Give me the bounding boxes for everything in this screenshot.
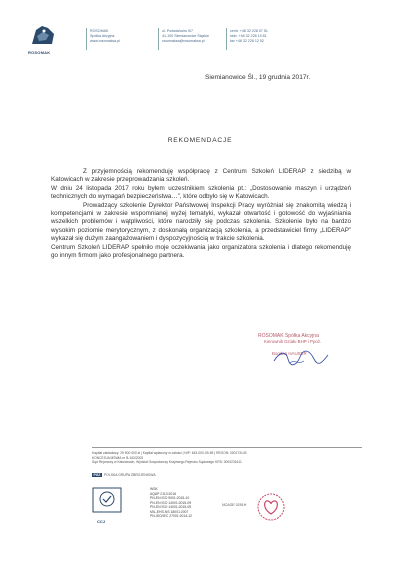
- phone-central: centr. +48 32 228 57 51: [230, 29, 268, 33]
- pgz-text: POLSKA GRUPA ZBROJENIOWA: [103, 473, 156, 477]
- cert-item: MIL-EHS-NS 18001:2007: [150, 509, 189, 514]
- cert-item: PN-EN ISO 14001:2015-09: [150, 505, 192, 509]
- cert-item: PN-ISO/IEC 27001:2014-12: [150, 514, 193, 518]
- heart-certificate-icon: [256, 492, 286, 522]
- place-date: Siemianowice Śl., 19 grudnia 2017r.: [205, 74, 311, 81]
- cert-item: PN-EN ISO 9001:2015-10: [150, 496, 190, 500]
- company-email[interactable]: rosomaksa@rosomaksa.pl: [162, 39, 205, 43]
- cert-list: [150, 487, 192, 519]
- stamp-role: Kierownik Działu BHP i Ppoż.: [264, 339, 322, 344]
- phone-info: [230, 29, 268, 44]
- signature-icon: [270, 347, 330, 369]
- cert-item: PN-EN ISO 14001:2015-09: [150, 500, 192, 505]
- pgz-group: [92, 473, 156, 477]
- company-name: ROSOMAK: [90, 29, 109, 33]
- paragraph-2: W dniu 24 listopada 2017 roku byłem uczestnikiem szkolenia pt.: „Dostosowanie maszyn i urządzeń technicznych do wymagań bezpieczeństwa…”, które odbyło się w Katowicach.: [51, 184, 351, 201]
- address-info: [162, 29, 209, 44]
- address-city: 41-100 Siemianowice Śląskie: [162, 34, 209, 38]
- cert-badge-icon: [92, 487, 122, 513]
- footer-court: Sąd Rejonowy w Katowicach, Wydział Gospodarczy Krajowego Rejestru Sądowego KRS: 0000231611: [92, 460, 242, 465]
- cert-item: AQAP 2110:2016: [150, 491, 177, 496]
- rosomak-logo-icon: [28, 20, 58, 50]
- document-title: REKOMENDACJE: [167, 137, 233, 144]
- logo-text: ROSOMAK: [28, 50, 51, 55]
- paragraph-1: Z przyjemnością rekomenduję współpracę z Centrum Szkoleń LIDERAP z siedzibą w Katowicach w zakresie przeprowadzania szkoleń.: [51, 168, 351, 184]
- phone-fax: fax +48 32 228 12 52: [230, 39, 264, 43]
- company-info: [90, 29, 120, 44]
- paragraph-4: Centrum Szkoleń LIDERAP spełniło moje oczekiwania jako organizatora szkolenia i dlatego rekomenduję go innym firmom jako profesjonalnego partnera.: [51, 243, 351, 260]
- header-divider: [226, 28, 227, 50]
- footer-capital: Kapitał zakładowy: 29 500 000 zł | Kapitał wpłacony w całości | NIP: 643-000-09-59 | REGON: 000173143: [92, 451, 247, 455]
- paragraph-3: Prowadzący szkolenie Dyrektor Państwowej Inspekcji Pracy wyróżniał się znakomitą wiedzą i kompetencjami w zakresie wspomnianej wyżej tematyki, wykazał otwartość i gotowość do wyjaśniania wszelkich problemów i wątpliwości, które narodziły się podczas szkolenia. Szkolenie było na bardzo wysokim poziomie merytorycznym, z doskonałą organizacją szkolenia, a przedstawiciel firmy „LIDERAP” wykazał się dużym zaangażowaniem i dyspozycyjnością w trakcie szkolenia.: [51, 201, 351, 243]
- company-type: Spółka Akcyjna: [90, 34, 115, 38]
- footer-legal: [92, 451, 247, 465]
- header-divider: [86, 28, 87, 50]
- cert-item: WSK: [150, 487, 158, 491]
- address-street: ul. Powstańców 5/7: [162, 29, 193, 33]
- letter-body: [51, 168, 351, 260]
- footer-divider: [92, 447, 362, 448]
- stamp-company: ROSOMAK Spółka Akcyjna: [258, 333, 319, 339]
- ncage-code: NCAGE 0291H: [222, 503, 247, 507]
- phone-secretary: sekr. +48 32 228 19 81: [230, 34, 267, 38]
- footer-license: KONCESJA MSWiA nr B-163/2003: [92, 455, 144, 460]
- pgz-logo: PGZ: [93, 473, 101, 477]
- stamp-name: Bogdan HAUSER: [272, 351, 307, 356]
- header-divider: [158, 28, 159, 50]
- company-website[interactable]: www.rosomaksa.pl: [90, 39, 120, 43]
- cert-label: CCJ: [97, 519, 106, 524]
